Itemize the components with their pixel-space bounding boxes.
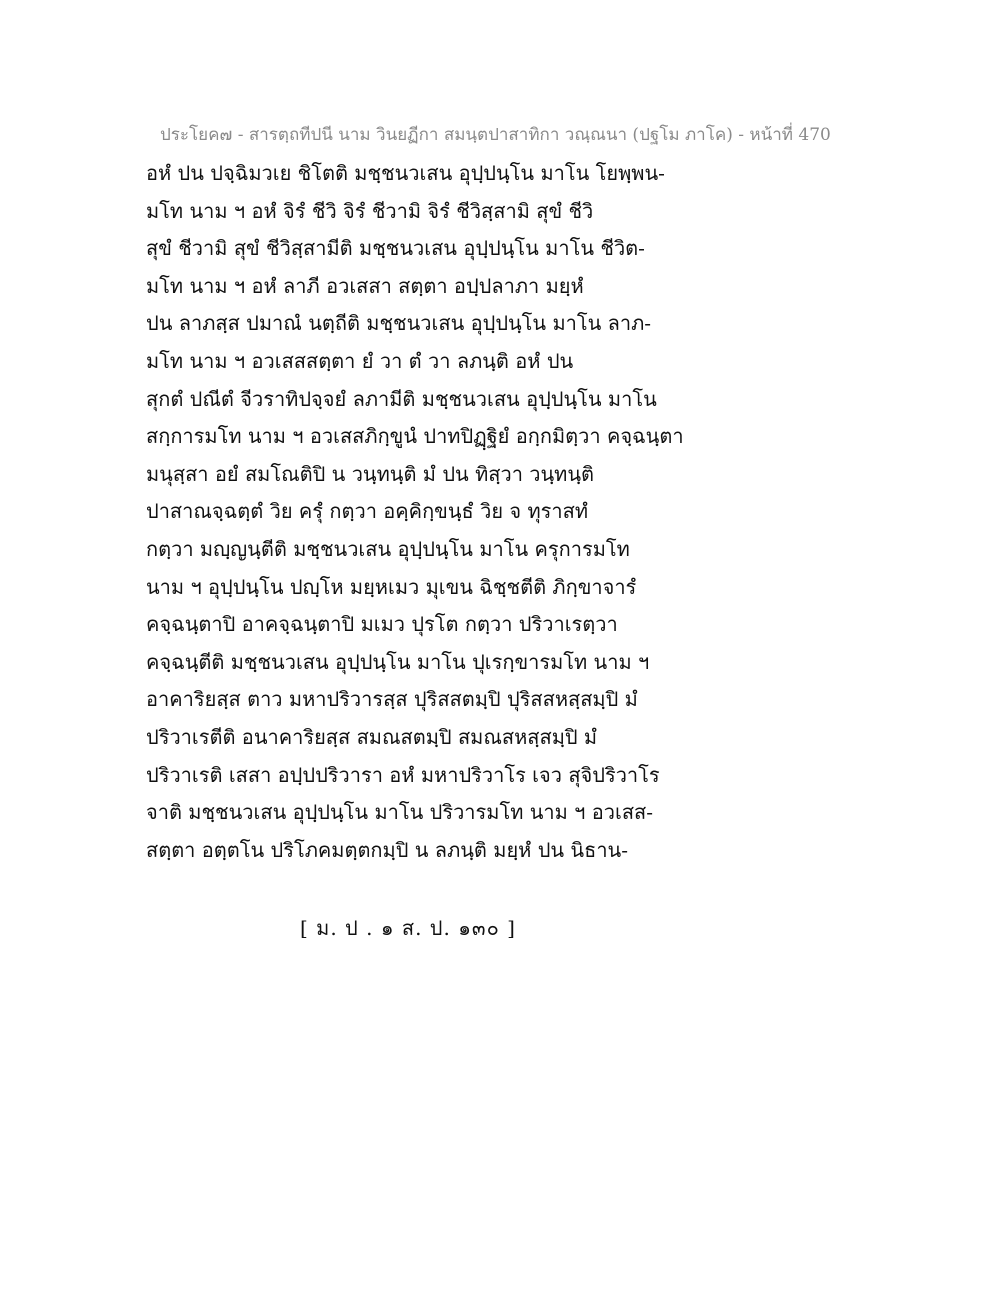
text-line: ปริวาเรติ เสสา อปฺปปริวารา อหํ มหาปริวาโร เจว สุจิปริวาโร [146, 762, 660, 787]
text-line: มนุสฺสา อยํ สมโณติปิ น วนฺทนฺติ มํ ปน ทิสฺวา วนฺทนฺติ [146, 461, 595, 486]
text-line: ปริวาเรตีติ อนาคาริยสฺส สมณสตมฺปิ สมณสหสฺสมฺปิ มํ [146, 724, 598, 749]
text-line: มโท นาม ฯ อวเสสสตฺตา ยํ วา ตํ วา ลภนฺติ อหํ ปน [146, 348, 574, 373]
text-line: ปน ลาภสฺส ปมาณํ นตฺถีติ มชฺชนวเสน อุปฺปนฺโน มาโน ลาภ- [146, 311, 652, 336]
text-line: สตฺตา อตฺตโน ปริโภคมตฺตกมฺปิ น ลภนฺติ มยฺหํ ปน นิธาน- [146, 837, 628, 862]
text-line: สกฺการมโท นาม ฯ อวเสสภิกฺขูนํ ปาทปิฏฺฐิยํ อกฺกมิตฺวา คจฺฉนฺตา [146, 424, 684, 449]
text-line: อาคาริยสฺส ตาว มหาปริวารสฺส ปุริสสตมฺปิ ปุริสสหสฺสมฺปิ มํ [146, 687, 638, 712]
text-line: มโท นาม ฯ อหํ ลาภี อวเสสา สตฺตา อปฺปลาภา มยฺหํ [146, 273, 584, 298]
page-reference: [ ม. ป . ๑ ส. ป. ๑๓๐ ] [300, 916, 516, 940]
text-line: คจฺฉนฺตีติ มชฺชนวเสน อุปฺปนฺโน มาโน ปุเรกฺขารมโท นาม ฯ [146, 649, 650, 674]
text-line: กตฺวา มญฺญนฺตีติ มชฺชนวเสน อุปฺปนฺโน มาโน ครุการมโท [146, 536, 630, 561]
text-line: คจฺฉนฺตาปิ อาคจฺฉนฺตาปิ มเมว ปุรโต กตฺวา ปริวาเรตฺวา [146, 612, 618, 637]
running-header: ประโยค๗ - สารตฺถทีปนี นาม วินยฏีกา สมนฺตปาสาทิกา วณฺณนา (ปฐโม ภาโค) - หน้าที่ 470 [160, 125, 831, 145]
text-line: มโท นาม ฯ อหํ จิรํ ชีวิ จิรํ ชีวามิ จิรํ ชีวิสฺสามิ สุขํ ชีวิ [146, 198, 594, 223]
text-line: สุกตํ ปณีตํ จีวราทิปจฺจยํ ลภามีติ มชฺชนวเสน อุปฺปนฺโน มาโน [146, 386, 657, 411]
text-line: สุขํ ชีวามิ สุขํ ชีวิสฺสามีติ มชฺชนวเสน อุปฺปนฺโน มาโน ชีวิต- [146, 236, 645, 261]
text-line: นาม ฯ อุปฺปนฺโน ปญฺโห มยฺหเมว มุเขน ฉิชฺชตีติ ภิกฺขาจารํ [146, 574, 637, 599]
text-line: ปาสาณจฺฉตฺตํ วิย ครุํ กตฺวา อคฺคิกฺขนฺธํ วิย จ ทุราสทํ [146, 499, 589, 524]
body-text [146, 155, 846, 869]
text-line: จาติ มชฺชนวเสน อุปฺปนฺโน มาโน ปริวารมโท นาม ฯ อวเสส- [146, 800, 654, 825]
text-line: อหํ ปน ปจฺฉิมวเย ชิโตติ มชฺชนวเสน อุปฺปนฺโน มาโน โยพฺพน- [146, 161, 665, 185]
